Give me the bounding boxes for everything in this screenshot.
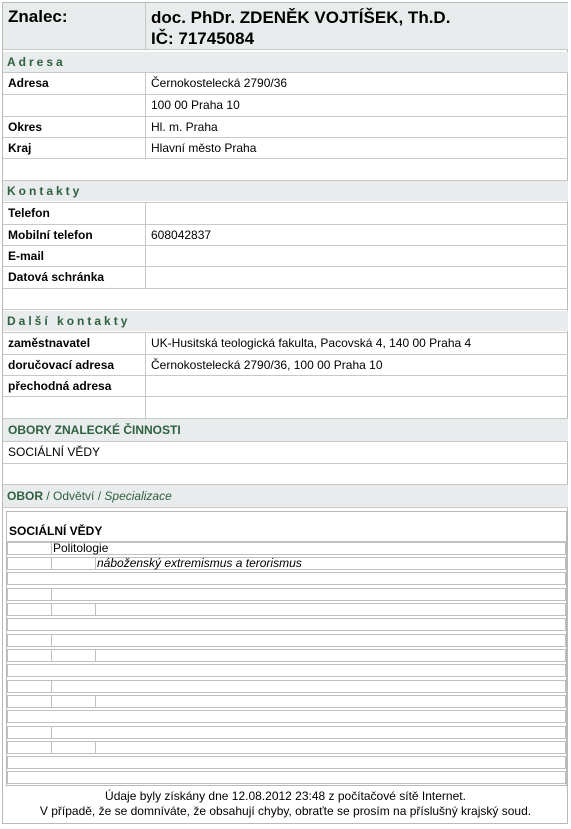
grid-cell (7, 649, 52, 662)
section-adresa-title: Adresa (3, 52, 568, 72)
expert-name: doc. PhDr. ZDENĚK VOJTÍŠEK, Th.D. (151, 8, 451, 27)
grid-row (7, 618, 566, 631)
mobil-label: Mobilní telefon (8, 228, 93, 242)
grid-cell (7, 726, 52, 739)
obor-detail-obor: SOCIÁLNÍ VĚDY (9, 524, 103, 538)
grid-cell (51, 741, 96, 754)
expert-ic: IČ: 71745084 (151, 29, 255, 48)
okres-value: Hl. m. Praha (151, 120, 218, 134)
grid-cell (7, 542, 52, 555)
obor-header-odvetvi: Odvětví (53, 489, 95, 503)
grid-row (7, 756, 566, 769)
grid-cell (95, 649, 566, 662)
grid-cell (7, 741, 52, 754)
grid-row (7, 771, 566, 784)
datova-schranka-label: Datová schránka (8, 270, 105, 284)
grid-cell (95, 741, 566, 754)
grid-cell (51, 603, 96, 616)
email-label: E-mail (8, 249, 45, 263)
zamestnavatel-value: UK-Husitská teologická fakulta, Pacovská 4, 140 00 Praha 4 (151, 336, 472, 350)
obory-section-title: OBORY ZNALECKÉ ČINNOSTI (8, 423, 181, 437)
expert-label: Znalec: (8, 7, 68, 26)
dorucovaci-adresa-label: doručovací adresa (8, 358, 115, 372)
obor-header-specializace: Specializace (104, 489, 172, 503)
telefon-row (3, 203, 568, 224)
grid-cell (7, 695, 52, 708)
footer-note (3, 789, 568, 819)
grid-cell (7, 557, 52, 570)
grid-cell (51, 588, 566, 601)
grid-cell (7, 634, 52, 647)
zamestnavatel-row (3, 333, 568, 354)
kraj-label: Kraj (8, 141, 32, 155)
telefon-label: Telefon (8, 206, 50, 220)
okres-label: Okres (8, 120, 43, 134)
grid-cell (95, 695, 566, 708)
expert-name-block (151, 7, 450, 49)
footer-line-2: V případě, že se domníváte, že obsahují chyby, obraťte se prosím na příslušný krajský soud. (39, 804, 532, 818)
grid-cell (51, 680, 566, 693)
grid-cell (95, 603, 566, 616)
mobil-row (3, 225, 568, 245)
header-row (3, 3, 568, 49)
grid-cell (7, 588, 52, 601)
grid-row (7, 710, 566, 723)
prechodna-adresa-row (3, 376, 568, 396)
zamestnavatel-label: zaměstnavatel (8, 336, 91, 350)
obory-section-row (3, 419, 568, 441)
section-dalsi-kontakty-title: Další kontakty (3, 311, 568, 331)
adresa-label: Adresa (8, 76, 49, 90)
email-row (3, 246, 568, 266)
dorucovaci-adresa-value: Černokostelecká 2790/36, 100 00 Praha 10 (151, 358, 383, 372)
grid-cell (51, 695, 96, 708)
adresa-city: 100 00 Praha 10 (151, 98, 240, 112)
adresa-row (3, 73, 568, 94)
grid-cell (51, 557, 96, 570)
grid-cell (7, 603, 52, 616)
grid-cell (51, 726, 566, 739)
datova-schranka-row (3, 267, 568, 288)
grid-cell (51, 634, 566, 647)
adresa-street: Černokostelecká 2790/36 (151, 76, 288, 90)
grid-cell (7, 680, 52, 693)
grid-cell (51, 649, 96, 662)
okres-row (3, 117, 568, 137)
grid-row (7, 664, 566, 677)
obor-detail-specializace: náboženský extremismus a terorismus (95, 557, 566, 570)
kraj-row (3, 138, 568, 158)
footer-line-1: Údaje byly získány dne 12.08.2012 23:48 z počítačové sítě Internet. (105, 789, 466, 803)
obory-value-row (3, 442, 568, 463)
grid-row (7, 572, 566, 585)
dorucovaci-adresa-row (3, 355, 568, 375)
obor-detail-odvetvi: Politologie (51, 542, 566, 555)
section-kontakty-title: Kontakty (3, 181, 568, 201)
obor-header-sep2: / (94, 489, 105, 503)
adresa-city-row (3, 95, 568, 116)
kraj-value: Hlavní město Praha (151, 141, 257, 155)
obor-header-obor: OBOR (7, 489, 43, 503)
mobil-value: 608042837 (151, 228, 212, 242)
obor-header-sep1: / (43, 489, 54, 503)
obor-header-row (3, 485, 568, 507)
obory-value: SOCIÁLNÍ VĚDY (8, 445, 101, 459)
prechodna-adresa-label: přechodná adresa (8, 379, 112, 393)
